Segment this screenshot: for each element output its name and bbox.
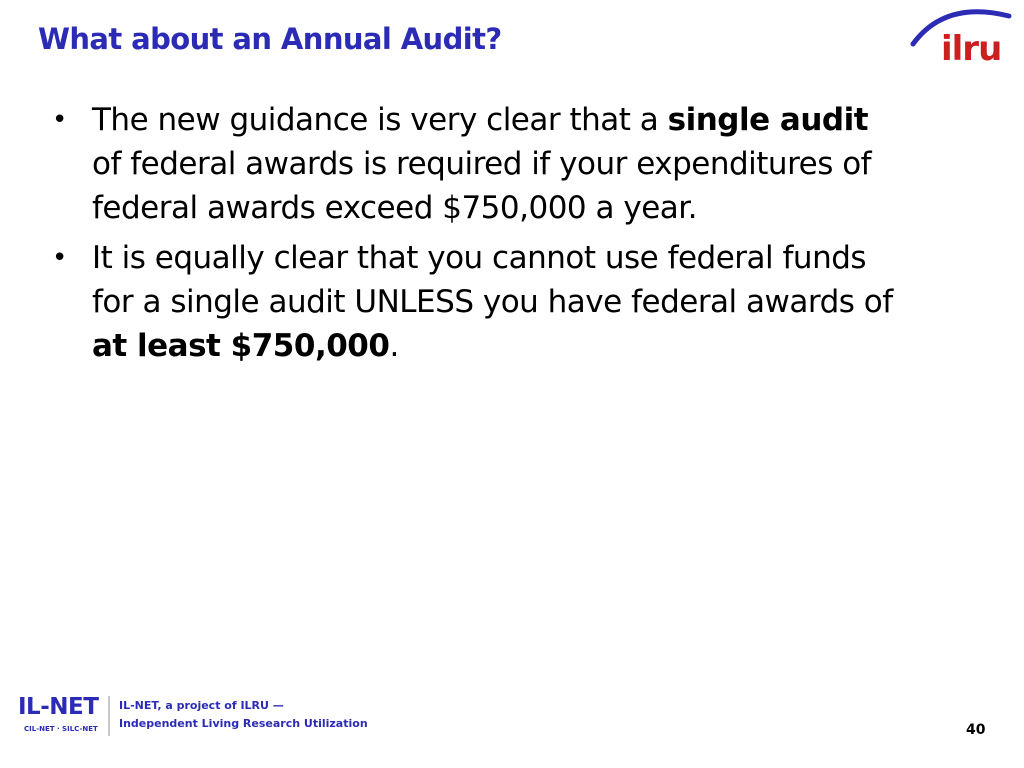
- bullet-icon: •: [52, 105, 67, 135]
- ilru-logo-text: ilru: [941, 29, 1002, 69]
- slide-title: What about an Annual Audit?: [38, 22, 502, 56]
- bullet-emphasis: at least $750,000: [92, 328, 390, 364]
- bullet-item: [50, 236, 980, 368]
- ilru-logo-icon: [905, 4, 1015, 70]
- page-number: 40: [966, 722, 986, 738]
- bullet-list: [50, 98, 980, 374]
- bullet-line: [92, 324, 980, 368]
- footer-logo: [18, 694, 368, 744]
- footer-divider: [108, 696, 110, 736]
- bullet-text: The new guidance is very clear that a: [92, 102, 668, 138]
- bullet-line: of federal awards is required if your expenditures of: [92, 146, 872, 182]
- bullet-icon: •: [52, 243, 67, 273]
- ilnet-logo-subtext: CIL-NET · SILC-NET: [24, 725, 98, 733]
- bullet-emphasis: single audit: [667, 102, 869, 138]
- bullet-text: .: [389, 328, 399, 364]
- bullet-item: [50, 98, 980, 230]
- bullet-line: It is equally clear that you cannot use federal funds: [92, 240, 867, 276]
- bullet-line: for a single audit UNLESS you have federal awards of: [92, 284, 893, 320]
- footer-tagline-line2: Independent Living Research Utilization: [119, 717, 368, 730]
- bullet-line: federal awards exceed $750,000 a year.: [92, 190, 698, 226]
- ilnet-logo-text: IL-NET: [18, 694, 99, 720]
- bullet-line: [92, 98, 980, 142]
- footer-tagline-line1: IL-NET, a project of ILRU —: [119, 699, 284, 712]
